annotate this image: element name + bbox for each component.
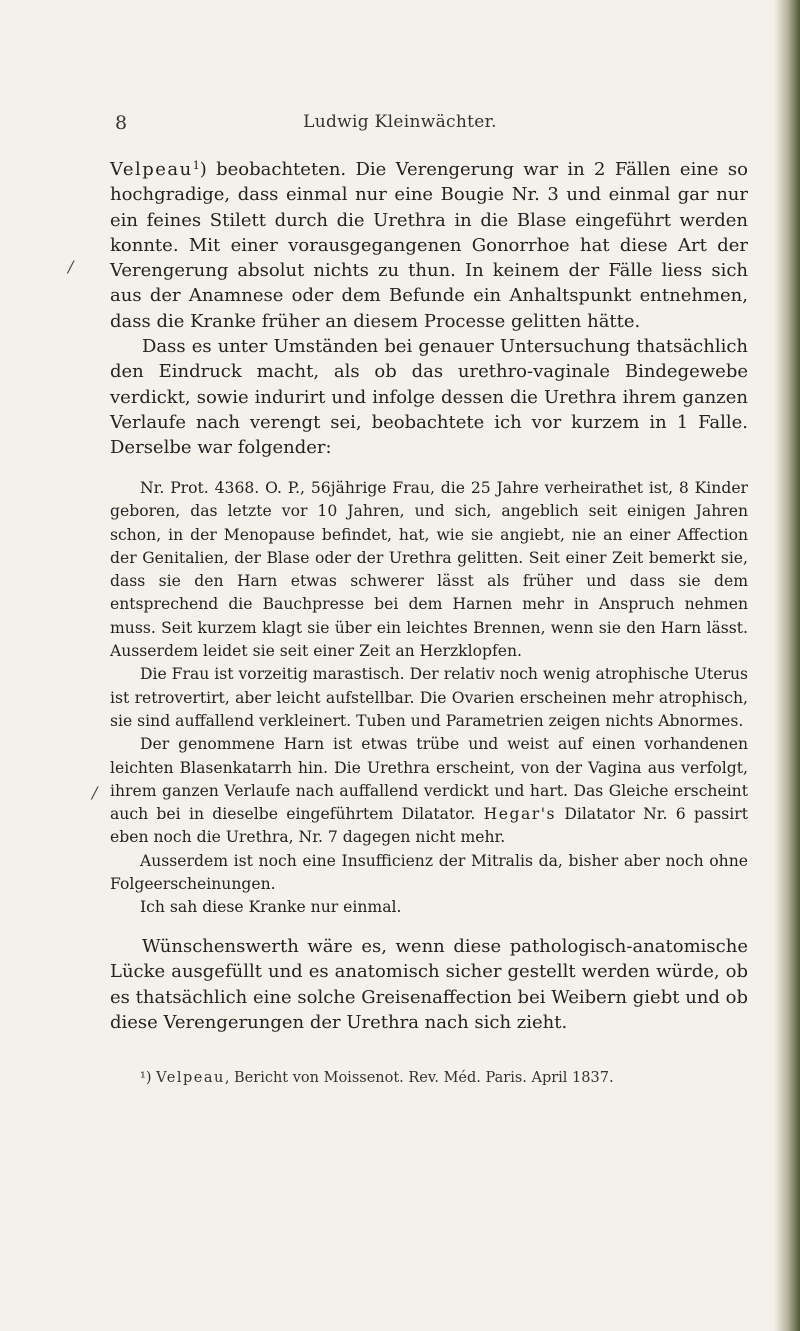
footnote-author: Velpeau — [156, 1070, 225, 1086]
closing-text — [110, 934, 748, 1035]
intro-paragraph-2: Dass es unter Umständen bei genauer Untersuchung thatsächlich den Eindruck macht, als ob das urethro-vaginale Bindegewebe verdickt, sowie indurirt und infolge dessen die Urethra ihrem ganzen Verlaufe nach verengt sei, beobachtete ich vor kurzem in 1 Falle. Derselbe war folgender: — [110, 336, 748, 459]
margin-pencil-mark: / — [92, 783, 98, 802]
intro-paragraph-1-text: ) beobachteten. Die Verengerung war in 2 Fällen eine so hochgradige, dass einmal nur eine Bougie Nr. 3 und einmal gar nur ein feines Stilett durch die Urethra in die Blase eingeführt werden konnte. Mit einer vorausgegangenen Gonorrhoe hat diese Art der Verengerung absolut nichts zu thun. In keinem der Fälle liess sich aus der Anamnese oder dem Befunde ein Anhaltspunkt entnehmen, dass die Kranke früher an diesem Processe gelitten hätte. — [110, 159, 748, 332]
page-number: 8 — [115, 112, 128, 134]
footnote-marker: ¹) — [140, 1070, 152, 1086]
case-paragraph-3-text-2: Dilatator Nr. 6 passirt eben noch die Urethra, Nr. 7 dagegen nicht mehr. — [110, 805, 748, 847]
case-paragraph-3-text: Der genommene Harn ist etwas trübe und weist auf einen vorhandenen leichten Blasenkatarrh hin. Die Urethra erscheint, von der Vagina aus verfolgt, ihrem ganzen Verlaufe nach auffallend verdickt und hart. Das Gleiche erscheint auch bei in dieselbe eingeführtem Dilatator. — [110, 735, 748, 824]
case-paragraph-1: Nr. Prot. 4368. O. P., 56jährige Frau, die 25 Jahre verheirathet ist, 8 Kinder geboren, das letzte vor 10 Jahren, und sich, angeblich seit einigen Jahren schon, in der Menopause befindet, hat, wie sie angiebt, nie an einer Affection der Genitalien, der Blase oder der Urethra gelitten. Seit einer Zeit bemerkt sie, dass sie den Harn etwas schwerer lässt als früher und dass sie dem entsprechend die Bauchpresse bei dem Harnen mehr in Anspruch nehmen muss. Seit kurzem klagt sie über ein leichtes Brennen, wenn sie den Harn lässt. Ausserdem leidet sie seit einer Zeit an Herzklopfen. — [110, 479, 748, 661]
case-paragraph-2: Die Frau ist vorzeitig marastisch. Der relativ noch wenig atrophische Uterus ist retrovertirt, aber leicht aufstellbar. Die Ovarien erscheinen mehr atrophisch, sie sind auffallend verkleinert. Tuben und Parametrien zeigen nichts Abnormes. — [110, 665, 748, 730]
case-paragraph-3 — [110, 733, 748, 849]
closing-paragraph: Wünschenswerth wäre es, wenn diese pathologisch-anatomische Lücke ausgefüllt und es anatomisch sicher gestellt werden würde, ob es thatsächlich eine solche Greisenaffection bei Weibern giebt und ob diese Verengerungen der Urethra nach sich zieht. — [110, 936, 748, 1033]
page-header — [0, 112, 800, 136]
case-paragraph-5: Ich sah diese Kranke nur einmal. — [140, 898, 402, 917]
footnote-reference: 1 — [192, 159, 200, 172]
author-name-hegar: Hegar's — [483, 805, 557, 824]
page-edge-shadow — [774, 0, 800, 1331]
margin-pencil-mark: / — [68, 257, 74, 276]
running-head: Ludwig Kleinwächter. — [303, 112, 497, 132]
intro-paragraph-1 — [110, 153, 748, 334]
author-name-velpeau: Velpeau — [110, 159, 193, 180]
footnote-text: , Bericht von Moissenot. Rev. Méd. Paris. April 1837. — [224, 1070, 614, 1086]
intro-text — [110, 153, 748, 461]
footnote — [140, 1070, 614, 1086]
case-paragraph-4: Ausserdem ist noch eine Insufficienz der Mitralis da, bisher aber noch ohne Folgeerscheinungen. — [110, 851, 748, 894]
case-report — [110, 477, 748, 920]
